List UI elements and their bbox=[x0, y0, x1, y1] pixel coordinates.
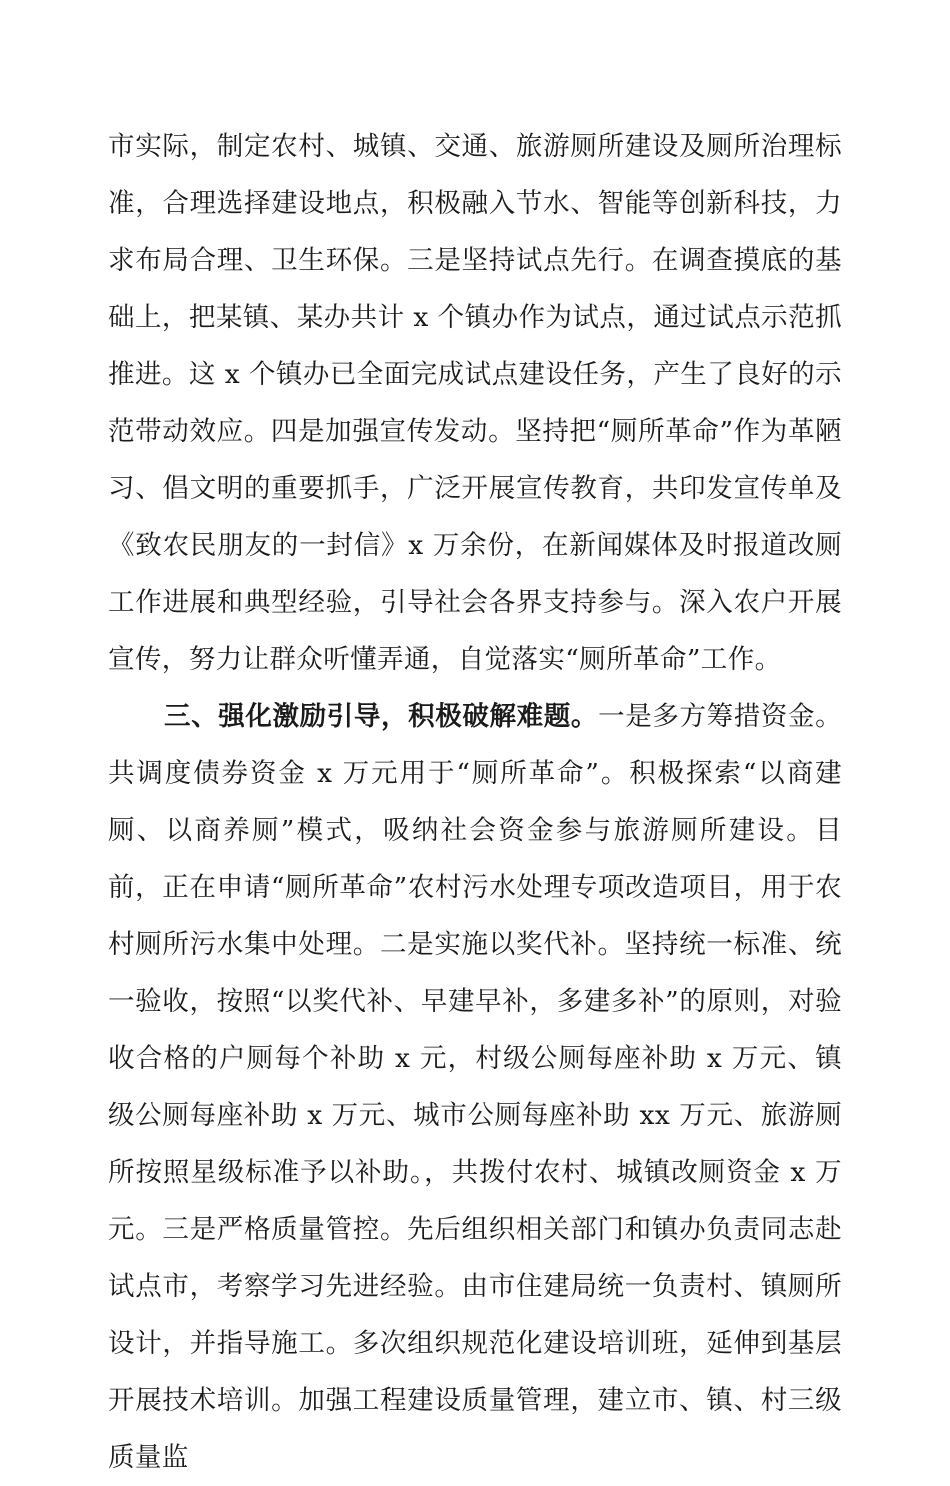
document-body bbox=[108, 118, 842, 1486]
paragraph-1 bbox=[108, 118, 842, 688]
paragraph-2-text: 一是多方筹措资金。共调度债券资金 x 万元用于“厕所革命”。积极探索“以商建厕、以商养厕”模式，吸纳社会资金参与旅游厕所建设。目前，正在申请“厕所革命”农村污水处理专项改造项目，用于农村厕所污水集中处理。二是实施以奖代补。坚持统一标准、统一验收，按照“以奖代补、早建早补，多建多补”的原则，对验收合格的户厕每个补助 x 元，村级公厕每座补助 x 万元、镇级公厕每座补助 x 万元、城市公厕每座补助 xx 万元、旅游厕所按照星级标准予以补助。，共拨付农村、城镇改厕资金 x 万元。三是严格质量管控。先后组织相关部门和镇办负责同志赴试点市，考察学习先进经验。由市住建局统一负责村、镇厕所设计，并指导施工。多次组织规范化建设培训班，延伸到基层开展技术培训。加强工程建设质量管理，建立市、镇、村三级质量监 bbox=[108, 701, 842, 1473]
paragraph-2 bbox=[108, 688, 842, 1486]
section-heading-three: 三、强化激励引导，积极破解难题。 bbox=[164, 701, 599, 732]
paragraph-1-text: 市实际，制定农村、城镇、交通、旅游厕所建设及厕所治理标准，合理选择建设地点，积极融入节水、智能等创新科技，力求布局合理、卫生环保。三是坚持试点先行。在调查摸底的基础上，把某镇、某办共计 x 个镇办作为试点，通过试点示范抓推进。这 x 个镇办已全面完成试点建设任务，产生了良好的示范带动效应。四是加强宣传发动。坚持把“厕所革命”作为革陋习、倡文明的重要抓手，广泛开展宣传教育，共印发宣传单及《致农民朋友的一封信》x 万余份，在新闻媒体及时报道改厕工作进展和典型经验，引导社会各界支持参与。深入农户开展宣传，努力让群众听懂弄通，自觉落实“厕所革命”工作。 bbox=[108, 131, 842, 675]
